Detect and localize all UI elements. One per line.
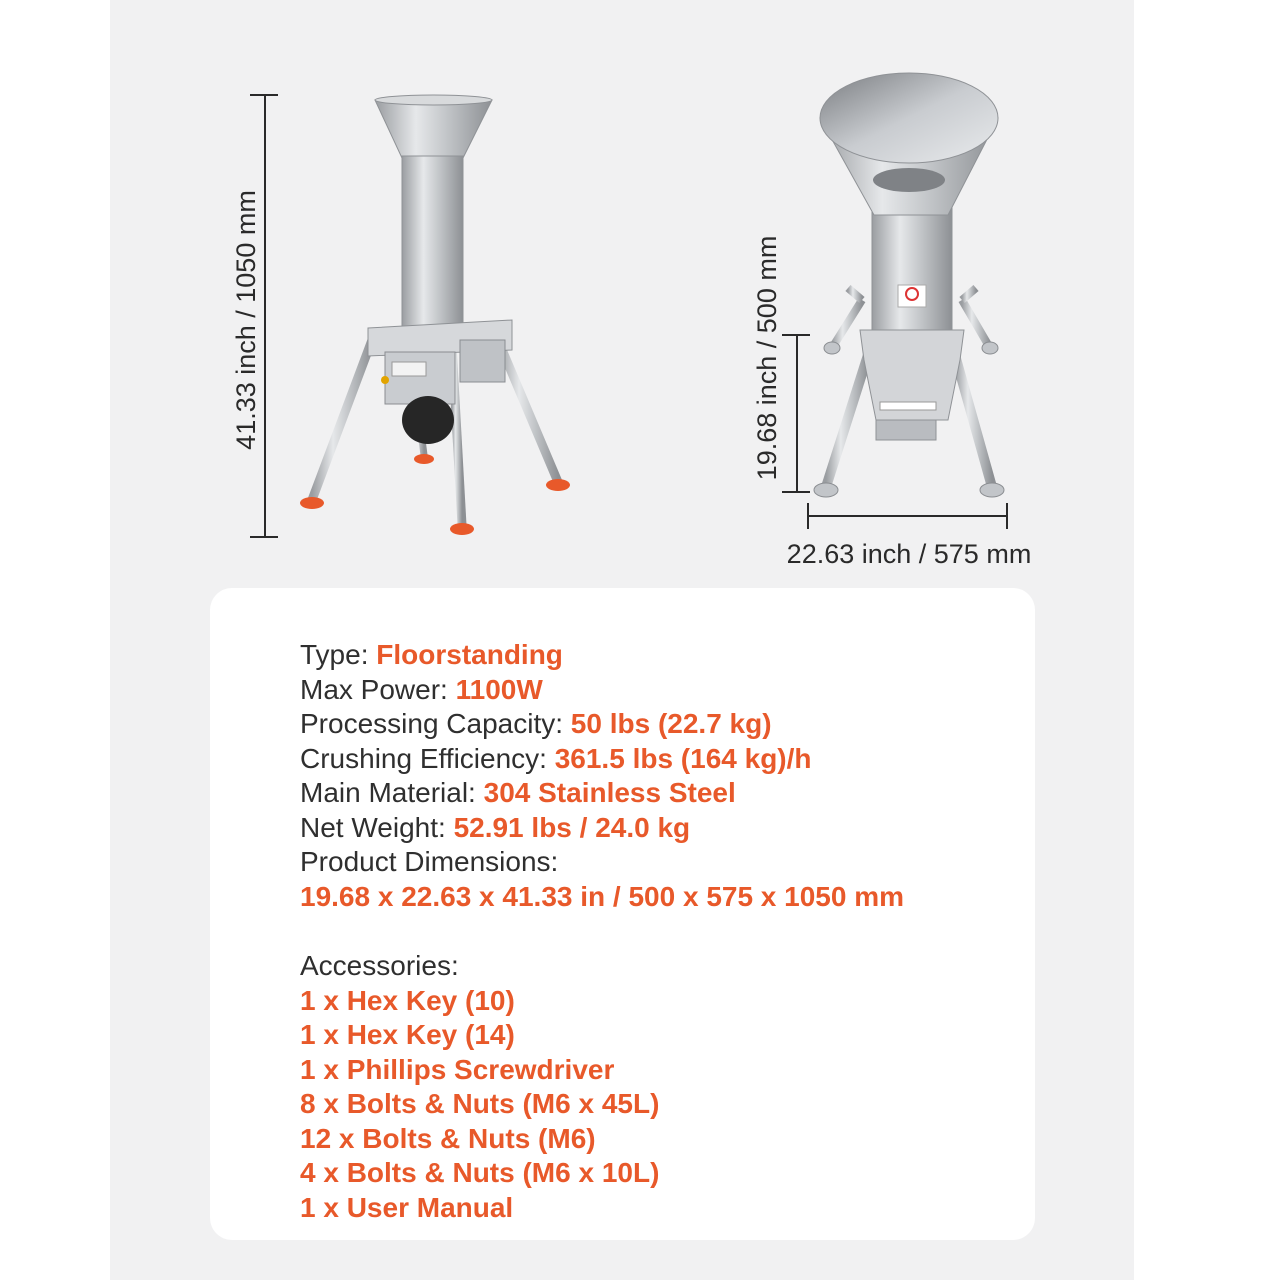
spec-value: 1100W [455,673,543,705]
accessory-text: 1 x Hex Key (10) [300,984,515,1016]
left-height-dimension [231,95,278,537]
accessory-item [300,1087,1020,1122]
spec-label: Crushing Efficiency: [300,742,547,774]
accessory-text: 1 x Hex Key (14) [300,1019,515,1050]
spec-list [300,638,1020,1225]
machine-side-view [300,95,570,535]
spacer [300,914,1020,949]
accessory-text: 12 x Bolts & Nuts (M6) [300,1122,596,1154]
spec-value: 304 Stainless Steel [483,777,736,808]
accessory-item [300,1018,1020,1053]
accessory-text: 1 x User Manual [300,1191,514,1223]
machine-front-view [814,73,1004,497]
spec-label: Main Material: [300,777,476,808]
spec-max-power [300,673,1020,708]
accessory-item [300,1191,1020,1226]
accessory-item [300,1122,1020,1157]
spec-label: Type: [300,639,369,670]
accessory-text: 1 x Phillips Screwdriver [300,1053,615,1085]
right-width-label: 22.63 inch / 575 mm [786,539,1032,569]
product-dimensions-value [300,880,1020,915]
spec-processing-capacity [300,707,1020,742]
accessory-item [300,984,1020,1019]
spec-net-weight [300,811,1020,846]
spec-main-material [300,776,1020,811]
left-height-label: 41.33 inch / 1050 mm [231,190,261,450]
spec-type [300,638,1020,673]
spec-value: 19.68 x 22.63 x 41.33 in / 500 x 575 x 1050 mm [300,880,905,912]
accessory-text: 4 x Bolts & Nuts (M6 x 10L) [300,1157,660,1188]
accessory-item [300,1053,1020,1088]
accessory-item [300,1156,1020,1191]
right-width-dimension [787,503,1032,569]
spec-value: 50 lbs (22.7 kg) [570,708,772,739]
spec-value: 52.91 lbs / 24.0 kg [453,811,691,843]
right-height-label: 19.68 inch / 500 mm [752,235,782,481]
spec-crushing-efficiency [300,742,1020,777]
accessories-label: Accessories: [300,950,459,981]
spec-label: Product Dimensions: [300,846,559,877]
spec-label: Processing Capacity: [300,708,564,739]
product-illustrations [0,0,1280,600]
accessory-text: 8 x Bolts & Nuts (M6 x 45L) [300,1088,660,1119]
spec-label: Net Weight: [300,811,446,843]
product-dimensions-label [300,845,1020,880]
right-height-dimension [752,236,810,492]
spec-label: Max Power: [300,673,448,705]
accessories-heading [300,949,1020,984]
spec-value: 361.5 lbs (164 kg)/h [554,742,812,774]
spec-value: Floorstanding [376,639,563,670]
